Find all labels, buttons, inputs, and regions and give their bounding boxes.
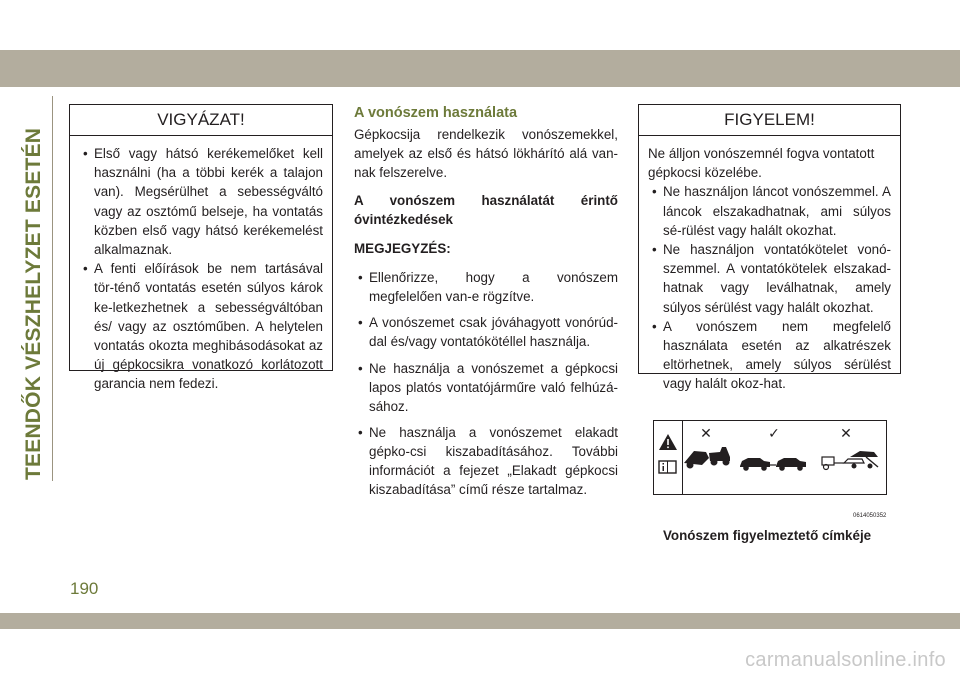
warning-intro: Ne álljon vonószemnél fogva vontatott gépkocsi közelébe. xyxy=(648,146,875,181)
note-item: • Ne használja a vonószemet elakadt gépko-csi kiszabadításához. További információt a fejezet „Elakadt gépkocsi kiszabadítása” című része tartalmaz. xyxy=(354,424,618,499)
bottom-band xyxy=(0,613,960,629)
section-intro: Gépkocsija rendelkezik vonószemekkel, amelyek az első és hátsó lökhárító alá van-nak felszerelve. xyxy=(354,127,618,180)
note-item: • A vonószemet csak jóváhagyott vonórúd-dal és/vagy vontatókötéllel használja. xyxy=(354,314,618,352)
caution-body xyxy=(70,136,332,394)
manual-book-icon xyxy=(659,461,676,473)
tow-eye-section xyxy=(354,104,618,508)
cross-mark-icon: ✕ xyxy=(700,426,712,442)
note-item: • Ellenőrizze, hogy a vonószem megfelelően van-e rögzítve. xyxy=(354,269,618,307)
check-mark-icon: ✓ xyxy=(768,426,780,442)
caution-item: • Első vagy hátsó kerékemelőket kell használni (ha a többi kerék a talajon van). Megsérülhet a sebességváltó vagy az osztómű belseje, ha vontatás közben első vagy hátsó kerékemelést alkalmaznak. xyxy=(79,144,323,259)
cars-towing-icon xyxy=(740,458,806,471)
tow-truck-icon xyxy=(684,447,730,469)
warning-heading: FIGYELEM! xyxy=(639,105,900,136)
watermark: carmanualsonline.info xyxy=(745,649,946,671)
warning-box xyxy=(638,104,901,392)
caution-box xyxy=(69,104,333,392)
page-number: 190 xyxy=(70,579,99,598)
caution-item: • A fenti előírások be nem tartásával tör-ténő vontatás esetén súlyos károk ke-letkezhetnek a sebességváltóban és/ vagy az osztóműben. A helytelen vontatás okozta meghibásodásokat az új gépkocsikra vonatkozó korlátozott garancia nem fedezi. xyxy=(79,259,323,393)
note-item: • Ne használja a vonószemet a gépkocsi lapos platós vontatójárműre való felhúzá-sához. xyxy=(354,360,618,416)
warning-item: • Ne használjon vontatókötelet vonó-szemmel. A vontatókötelek elszakad-hatnak vagy leválhatnak, amely súlyos sérülést vagy halált okozhat. xyxy=(648,240,891,317)
warning-triangle-icon xyxy=(659,434,677,450)
note-label: MEGJEGYZÉS: xyxy=(354,240,451,256)
warning-body xyxy=(639,136,900,394)
figure-code: 0614050352 xyxy=(853,513,887,519)
cross-mark-icon: ✕ xyxy=(840,426,852,442)
flatbed-truck-icon xyxy=(822,451,878,470)
section-title: A vonószem használata xyxy=(354,105,518,121)
figure-caption: Vonószem figyelmeztető címkéje xyxy=(663,528,872,543)
section-subhead: A vonószem használatát érintő óvintézkedések xyxy=(354,193,618,228)
tow-eye-warning-label-figure xyxy=(653,420,887,495)
top-band xyxy=(0,50,960,87)
warning-item: • A vonószem nem megfelelő használata esetén az alkatrészek eltörhetnek, amely súlyos sérülést vagy halált okoz-hat. xyxy=(648,317,891,394)
side-title: TEENDŐK VÉSZHELYZET ESETÉN xyxy=(22,127,45,480)
warning-item: • Ne használjon láncot vonószemmel. A láncok elszakadhatnak, ami súlyos sé-rülést vagy halált okozhat. xyxy=(648,182,891,240)
caution-heading: VIGYÁZAT! xyxy=(70,105,332,136)
side-rule xyxy=(52,96,53,481)
